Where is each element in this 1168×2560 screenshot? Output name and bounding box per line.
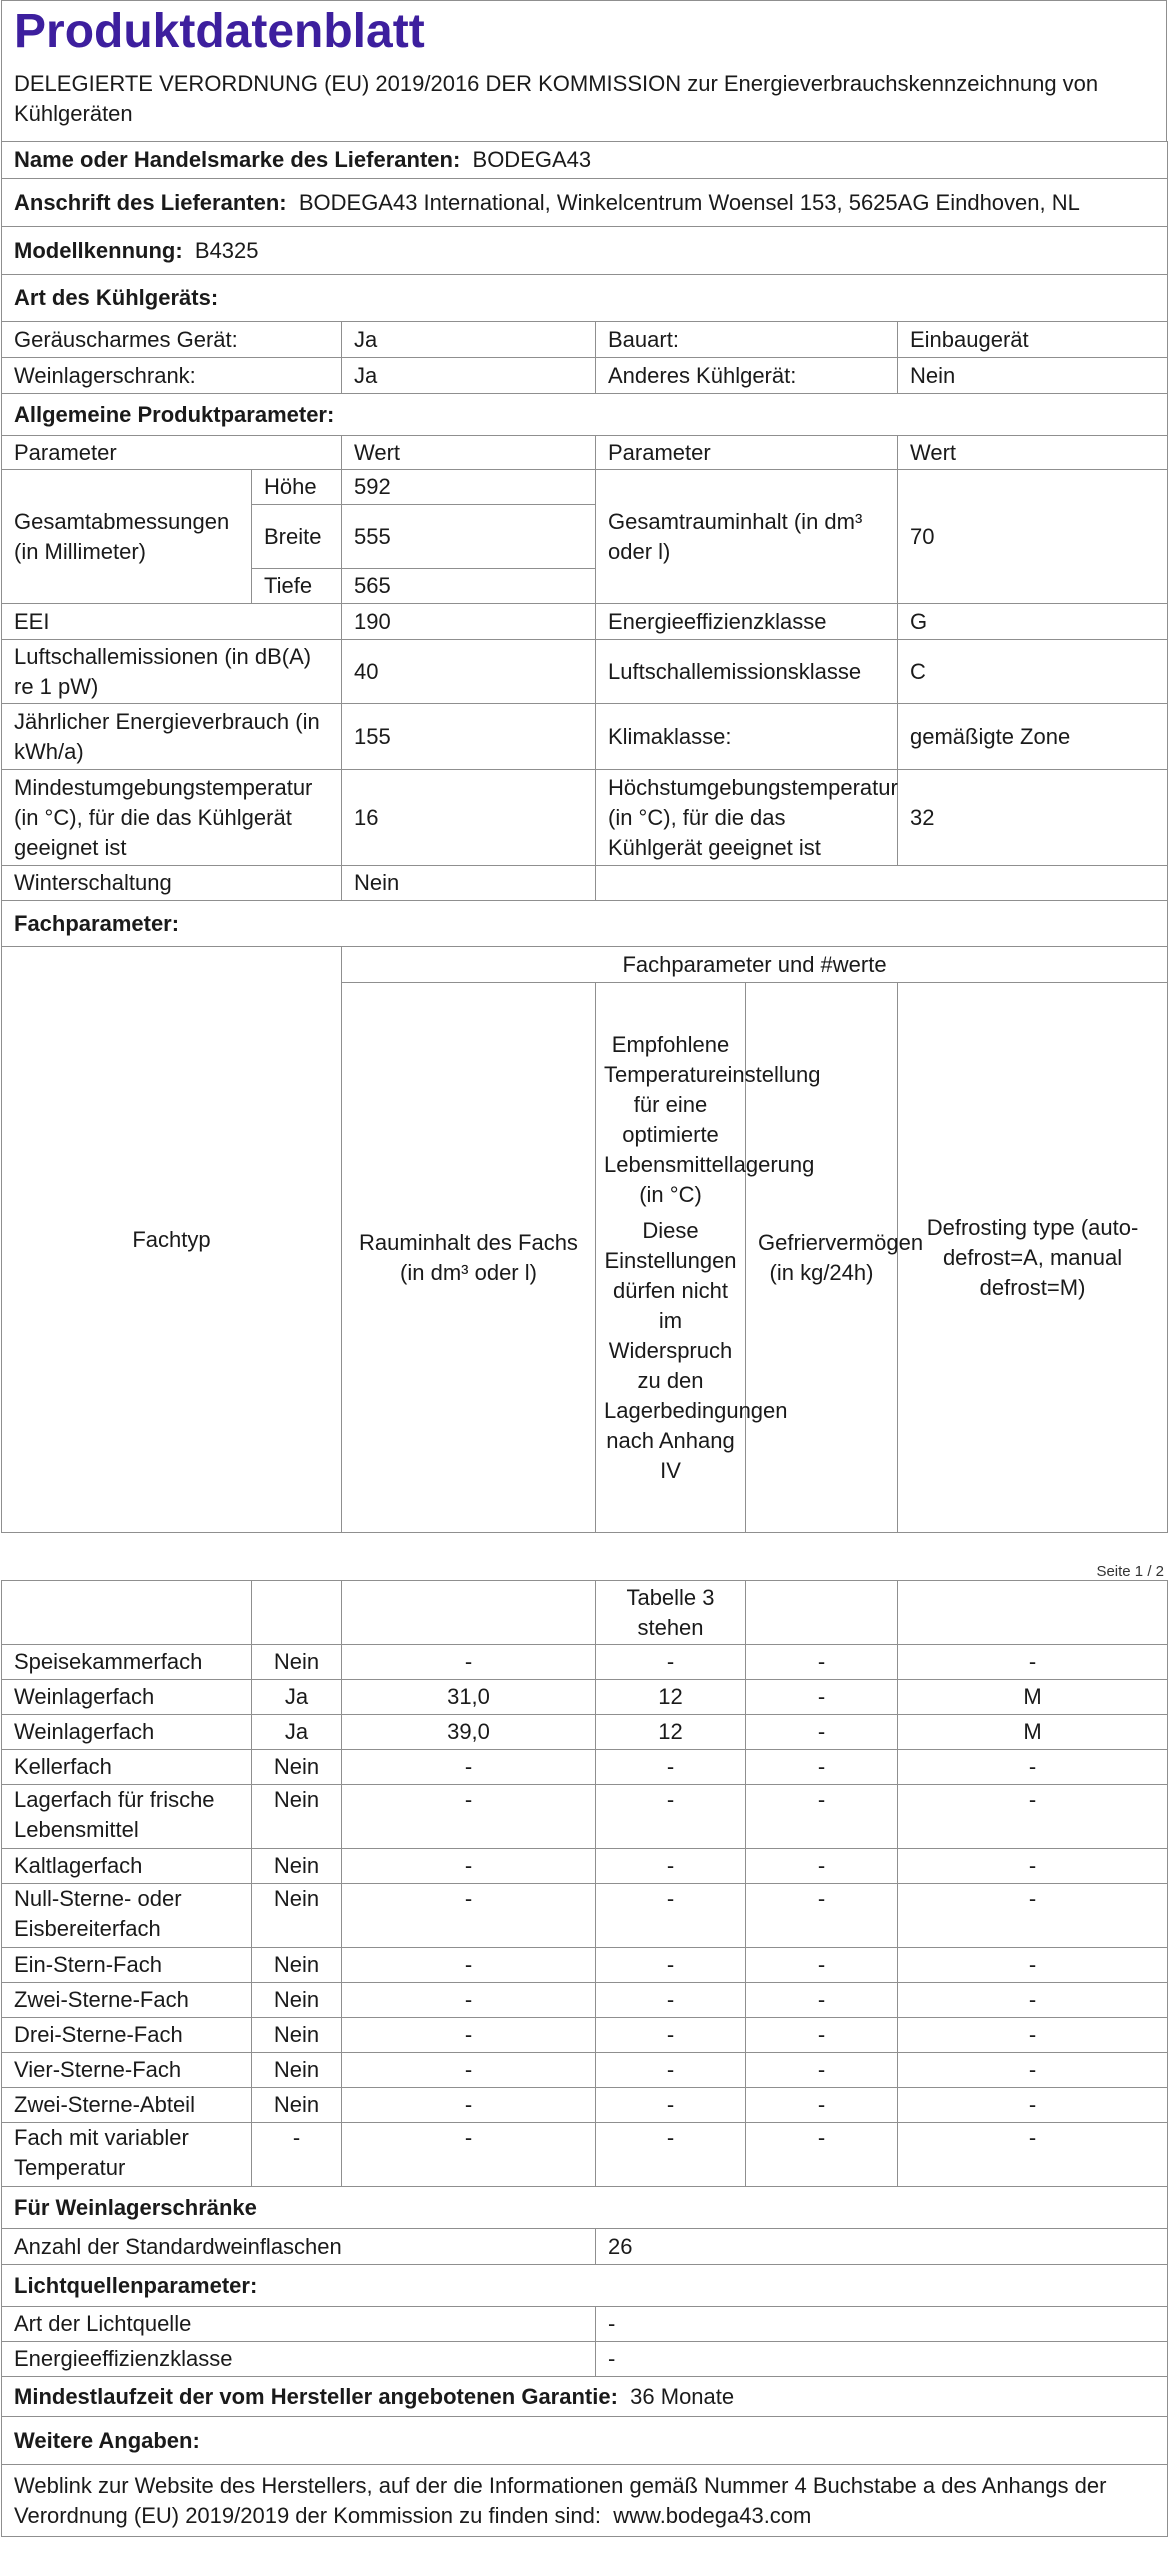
height-value: 592: [342, 470, 596, 505]
more-info-text: Weblink zur Website des Herstellers, auf der die Informationen gemäß Nummer 4 Buchstabe a des Anhangs der Verordnung (EU) 2019/2019 der Kommission zu finden sind: www.bodega43.com: [2, 2465, 1168, 2537]
bottles-label: Anzahl der Standardweinflaschen: [2, 2229, 596, 2265]
wine-heading: Für Weinlagerschränke: [2, 2187, 1168, 2229]
compartment-group-header: Fachparameter und #werte: [342, 947, 1168, 983]
compartment-present: Nein: [252, 2018, 342, 2053]
compartment-type-header: Fachtyp: [2, 947, 342, 1533]
compartment-volume: -: [342, 2018, 596, 2053]
page-break: [0, 1548, 1168, 1580]
compartment-volume: -: [342, 1750, 596, 1785]
compartment-freezing: -: [746, 1948, 898, 1983]
compartment-present: -: [252, 2123, 342, 2187]
max-temp-value: 32: [898, 770, 1168, 866]
compartment-name: Vier-Sterne-Fach: [2, 2053, 252, 2088]
table-row: [2, 2018, 1168, 2053]
compartment-volume: -: [342, 2053, 596, 2088]
compartment-name: Weinlagerfach: [2, 1715, 252, 1750]
compartment-temperature: -: [596, 2053, 746, 2088]
compartment-volume: -: [342, 1645, 596, 1680]
design-label: Bauart:: [596, 322, 898, 358]
compartment-volume: -: [342, 1785, 596, 1849]
model-row: Modellkennung: B4325: [2, 227, 1168, 275]
compartment-volume: 39,0: [342, 1715, 596, 1750]
compartment-freezing: -: [746, 1884, 898, 1948]
compartment-defrost: -: [898, 1750, 1168, 1785]
compartment-present: Nein: [252, 1884, 342, 1948]
compartment-name: Lagerfach für frische Lebensmittel: [2, 1785, 252, 1849]
height-label: Höhe: [252, 470, 342, 505]
compartment-freezing: -: [746, 1983, 898, 2018]
appliance-type-heading: Art des Kühlgeräts:: [2, 275, 1168, 322]
table-row: [2, 2053, 1168, 2088]
compartment-defrost: -: [898, 2088, 1168, 2123]
compartment-volume: -: [342, 1948, 596, 1983]
compartment-name: Kaltlagerfach: [2, 1849, 252, 1884]
table-row: [2, 1884, 1168, 1948]
supplier-name-row: Name oder Handelsmarke des Lieferanten: BODEGA43: [2, 142, 1168, 179]
compartment-defrost: M: [898, 1680, 1168, 1715]
compartment-name: Zwei-Sterne-Fach: [2, 1983, 252, 2018]
compartment-defrost: -: [898, 1849, 1168, 1884]
light-class-value: -: [596, 2342, 1168, 2377]
compartment-defrost: -: [898, 1785, 1168, 1849]
compartment-freezing: -: [746, 2088, 898, 2123]
general-params-heading: Allgemeine Produktparameter:: [2, 394, 1168, 436]
compartment-defrost: -: [898, 2053, 1168, 2088]
table-row: [2, 1715, 1168, 1750]
table-row: [2, 1983, 1168, 2018]
page-2: [1, 1580, 1167, 2558]
compartment-temperature: -: [596, 1983, 746, 2018]
compartment-freezing: -: [746, 1715, 898, 1750]
compartment-present: Nein: [252, 1645, 342, 1680]
compartment-volume: -: [342, 1884, 596, 1948]
winter-value: Nein: [342, 866, 596, 901]
page-number: Seite 1 / 2: [1096, 1563, 1164, 1580]
compartment-present: Nein: [252, 1785, 342, 1849]
defrost-type-header: Defrosting type (auto-defrost=A, manual defrost=M): [898, 983, 1168, 1533]
energy-class-value: G: [898, 604, 1168, 640]
table-row: [2, 1750, 1168, 1785]
compartment-temperature: -: [596, 2018, 746, 2053]
depth-value: 565: [342, 569, 596, 604]
compartment-name: Drei-Sterne-Fach: [2, 2018, 252, 2053]
compartment-name: Speisekammerfach: [2, 1645, 252, 1680]
climate-value: gemäßigte Zone: [898, 704, 1168, 770]
page-title: Produktdatenblatt: [14, 5, 425, 58]
manufacturer-website-link[interactable]: www.bodega43.com: [613, 2502, 812, 2528]
compartment-present: Nein: [252, 2053, 342, 2088]
table-row: [2, 2088, 1168, 2123]
quiet-label: Geräuscharmes Gerät:: [2, 322, 342, 358]
freezing-capacity-header: Gefriervermögen (in kg/24h): [746, 983, 898, 1533]
warranty-row: Mindestlaufzeit der vom Hersteller angebotenen Garantie: 36 Monate: [2, 2377, 1168, 2417]
light-class-label: Energieeffizienzklasse: [2, 2342, 596, 2377]
warranty-value: 36 Monate: [630, 2383, 735, 2409]
volume-header: Rauminhalt des Fachs (in dm³ oder l): [342, 983, 596, 1533]
supplier-name: BODEGA43: [472, 147, 592, 172]
compartment-present: Ja: [252, 1680, 342, 1715]
table-row: [2, 1645, 1168, 1680]
page-1: [1, 0, 1167, 1548]
value-header-1: Wert: [342, 436, 596, 470]
width-value: 555: [342, 505, 596, 569]
compartment-table: [1, 1580, 1168, 2537]
total-volume-label: Gesamtrauminhalt (in dm³ oder l): [596, 470, 898, 604]
main-table: [1, 141, 1168, 1533]
compartment-temperature: -: [596, 2088, 746, 2123]
total-volume-value: 70: [898, 470, 1168, 604]
table-row: [2, 1849, 1168, 1884]
compartment-present: Nein: [252, 1849, 342, 1884]
supplier-address: BODEGA43 International, Winkelcentrum Woensel 153, 5625AG Eindhoven, NL: [298, 189, 1080, 215]
compartment-defrost: -: [898, 1948, 1168, 1983]
compartment-name: Fach mit variabler Temperatur: [2, 2123, 252, 2187]
regulation-subtitle: DELEGIERTE VERORDNUNG (EU) 2019/2016 DER KOMMISSION zur Energieverbrauchskennzeichnung von Kühlgeräten: [14, 71, 1099, 126]
table-row: [2, 2123, 1168, 2187]
compartment-present: Nein: [252, 2088, 342, 2123]
eei-label: EEI: [2, 604, 342, 640]
compartment-freezing: -: [746, 2018, 898, 2053]
compartment-volume: -: [342, 2088, 596, 2123]
wine-cabinet-label: Weinlagerschrank:: [2, 358, 342, 394]
width-label: Breite: [252, 505, 342, 569]
eei-value: 190: [342, 604, 596, 640]
table-row: [2, 1785, 1168, 1849]
param-header-2: Parameter: [596, 436, 898, 470]
compartment-temperature: -: [596, 1948, 746, 1983]
temperature-header-cont: Tabelle 3 stehen: [596, 1581, 746, 1645]
value-header-2: Wert: [898, 436, 1168, 470]
quiet-value: Ja: [342, 322, 596, 358]
annual-energy-label: Jährlicher Energieverbrauch (in kWh/a): [2, 704, 342, 770]
energy-class-label: Energieeffizienzklasse: [596, 604, 898, 640]
other-appliance-value: Nein: [898, 358, 1168, 394]
dimensions-label: Gesamtabmessungen (in Millimeter): [2, 470, 252, 604]
compartment-name: Null-Sterne- oder Eisbereiterfach: [2, 1884, 252, 1948]
bottles-value: 26: [596, 2229, 1168, 2265]
noise-value: 40: [342, 640, 596, 704]
compartment-defrost: M: [898, 1715, 1168, 1750]
compartment-freezing: -: [746, 1750, 898, 1785]
noise-class-value: C: [898, 640, 1168, 704]
compartment-volume: -: [342, 1983, 596, 2018]
compartment-name: Kellerfach: [2, 1750, 252, 1785]
compartment-present: Nein: [252, 1948, 342, 1983]
annual-energy-value: 155: [342, 704, 596, 770]
table-row: [2, 1680, 1168, 1715]
compartment-present: Nein: [252, 1983, 342, 2018]
compartment-volume: -: [342, 1849, 596, 1884]
compartment-present: Ja: [252, 1715, 342, 1750]
light-type-label: Art der Lichtquelle: [2, 2307, 596, 2342]
compartment-temperature: -: [596, 1849, 746, 1884]
noise-class-label: Luftschallemissionsklasse: [596, 640, 898, 704]
compartment-defrost: -: [898, 1645, 1168, 1680]
noise-label: Luftschallemissionen (in dB(A) re 1 pW): [2, 640, 342, 704]
compartment-volume: 31,0: [342, 1680, 596, 1715]
max-temp-label: Höchstumgebungstemperatur (in °C), für die das Kühlgerät geeignet ist: [596, 770, 898, 866]
compartment-name: Zwei-Sterne-Abteil: [2, 2088, 252, 2123]
compartment-temperature: -: [596, 1785, 746, 1849]
compartment-freezing: -: [746, 1849, 898, 1884]
document-header: [1, 0, 1167, 141]
table-row: [2, 1948, 1168, 1983]
compartment-heading: Fachparameter:: [2, 901, 1168, 947]
compartment-freezing: -: [746, 1645, 898, 1680]
more-info-heading: Weitere Angaben:: [2, 2417, 1168, 2465]
compartment-temperature: -: [596, 1884, 746, 1948]
compartment-defrost: -: [898, 2123, 1168, 2187]
compartment-rows: [2, 1645, 1168, 2187]
light-heading: Lichtquellenparameter:: [2, 2265, 1168, 2307]
compartment-defrost: -: [898, 2018, 1168, 2053]
param-header-1: Parameter: [2, 436, 342, 470]
wine-cabinet-value: Ja: [342, 358, 596, 394]
compartment-freezing: -: [746, 1680, 898, 1715]
compartment-name: Ein-Stern-Fach: [2, 1948, 252, 1983]
compartment-temperature: 12: [596, 1680, 746, 1715]
empty-cell: [596, 866, 1168, 901]
compartment-temperature: -: [596, 1750, 746, 1785]
compartment-name: Weinlagerfach: [2, 1680, 252, 1715]
min-temp-value: 16: [342, 770, 596, 866]
min-temp-label: Mindestumgebungstemperatur (in °C), für die das Kühlgerät geeignet ist: [2, 770, 342, 866]
compartment-freezing: -: [746, 2053, 898, 2088]
depth-label: Tiefe: [252, 569, 342, 604]
compartment-temperature: -: [596, 1645, 746, 1680]
winter-label: Winterschaltung: [2, 866, 342, 901]
temperature-header: Empfohlene Temperatureinstellung für eine optimierte Lebensmittellagerung (in °C) Diese Einstellungen dürfen nicht im Widerspruch zu den Lagerbedingungen nach Anhang IV: [596, 983, 746, 1533]
supplier-address-row: Anschrift des Lieferanten: BODEGA43 International, Winkelcentrum Woensel 153, 5625AG Eindhoven, NL: [2, 179, 1168, 227]
other-appliance-label: Anderes Kühlgerät:: [596, 358, 898, 394]
compartment-defrost: -: [898, 1983, 1168, 2018]
compartment-present: Nein: [252, 1750, 342, 1785]
compartment-temperature: 12: [596, 1715, 746, 1750]
compartment-freezing: -: [746, 1785, 898, 1849]
compartment-freezing: -: [746, 2123, 898, 2187]
climate-label: Klimaklasse:: [596, 704, 898, 770]
light-type-value: -: [596, 2307, 1168, 2342]
compartment-temperature: -: [596, 2123, 746, 2187]
model-id: B4325: [194, 237, 259, 263]
design-value: Einbaugerät: [898, 322, 1168, 358]
compartment-defrost: -: [898, 1884, 1168, 1948]
compartment-volume: -: [342, 2123, 596, 2187]
